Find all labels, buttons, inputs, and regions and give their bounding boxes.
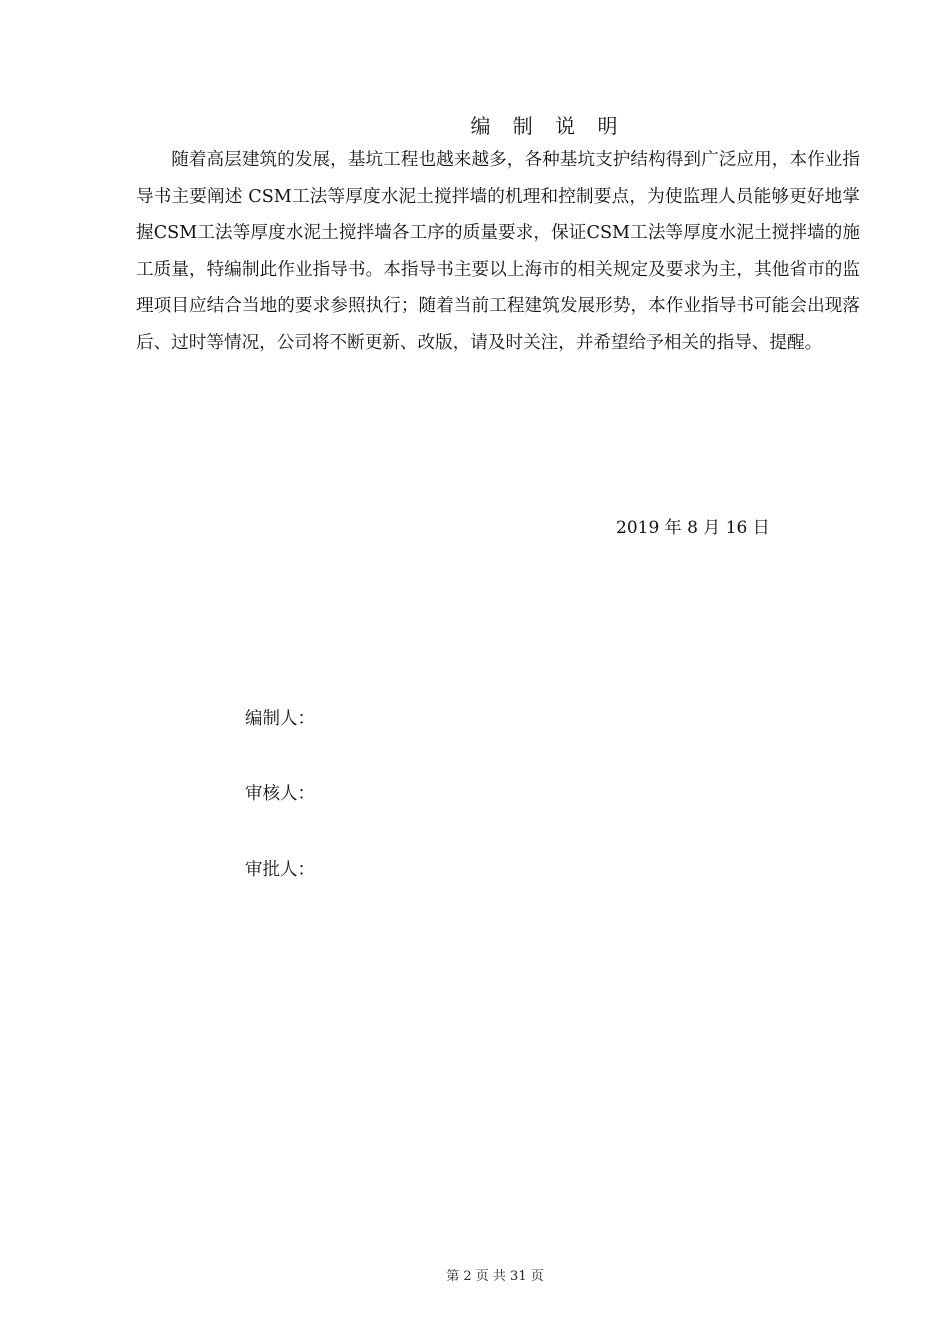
page-number-footer: 第 2 页 共 31 页	[446, 1269, 544, 1284]
reviewer-label: 审核人：	[245, 784, 315, 804]
document-date: 2019 年 8 月 16 日	[616, 518, 770, 538]
approver-label: 审批人：	[245, 860, 315, 880]
document-title: 编 制 说 明	[470, 114, 626, 138]
body-paragraph: 随着高层建筑的发展，基坑工程也越来越多，各种基坑支护结构得到广泛应用，本作业指导书主要阐述 CSM工法等厚度水泥土搅拌墙的机理和控制要点，为使监理人员能够更好地掌握CSM工法等厚度水泥土搅拌墙各工序的质量要求，保证CSM工法等厚度水泥土搅拌墙的施工质量，特编制此作业指导书。本指导书主要以上海市的相关规定及要求为主，其他省市的监理项目应结合当地的要求参照执行；随着当前工程建筑发展形势，本作业指导书可能会出现落后、过时等情况，公司将不断更新、改版，请及时关注，并希望给予相关的指导、提醒。	[136, 150, 860, 353]
compiler-label: 编制人：	[245, 709, 315, 729]
